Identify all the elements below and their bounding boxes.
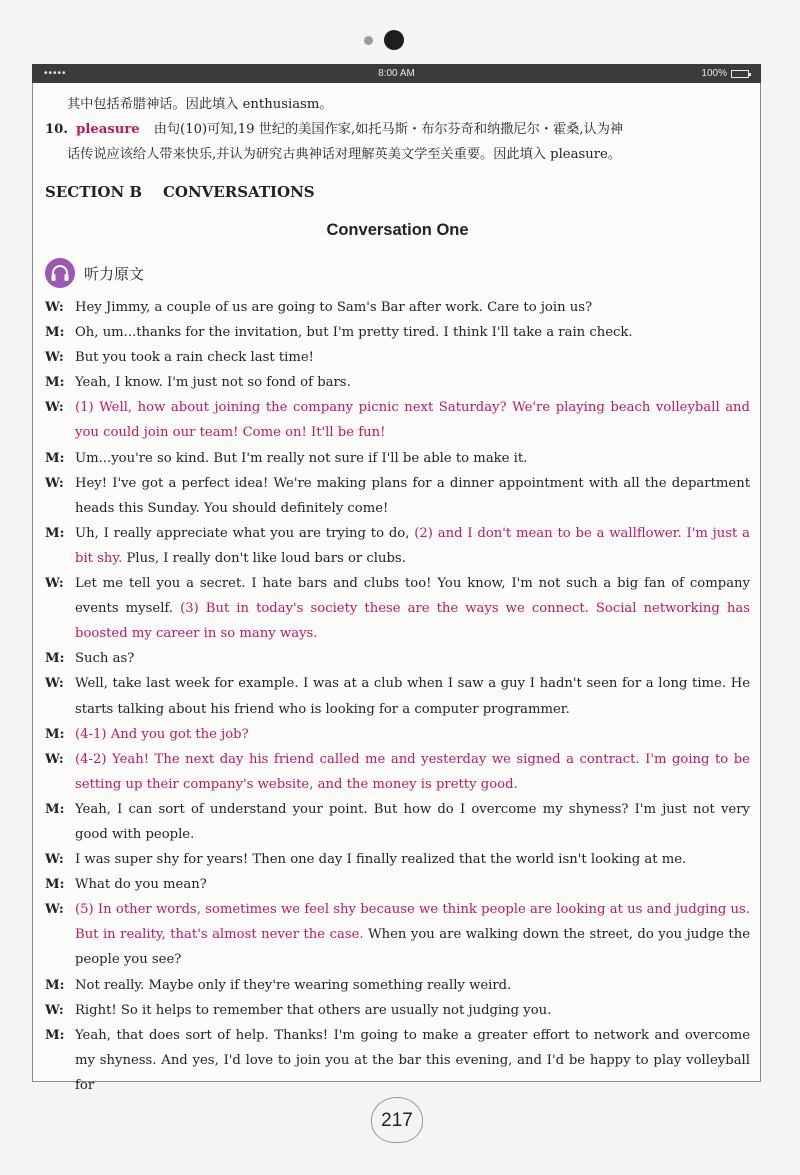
utterance	[75, 671, 750, 721]
page-number: 217	[371, 1097, 423, 1143]
dialogue-line	[45, 1023, 750, 1098]
page-content	[45, 92, 750, 1098]
utterance	[75, 872, 750, 897]
listening-header	[45, 253, 750, 293]
highlighted-answer-text: (2) and I don't mean to be a wallflower. I'm just a bit shy.	[75, 525, 751, 566]
highlighted-answer-text: (4-2) Yeah! The next day his friend called me and yesterday we signed a contract. I'm going to be setting up their company's website, and the money is pretty good.	[75, 751, 750, 792]
highlighted-answer-text: (5) In other words, sometimes we feel shy because we think people are looking at us and judging us. But in reality, that's almost never the case.	[75, 902, 750, 943]
dialogue-line	[45, 973, 750, 998]
utterance	[75, 395, 750, 445]
dialogue-line	[45, 671, 750, 721]
conversation-title: Conversation One	[326, 221, 469, 239]
battery-icon	[731, 70, 749, 78]
utterance-text: Uh, I really appreciate what you are trying to do,	[75, 525, 415, 541]
dialogue-line	[45, 395, 750, 445]
utterance	[75, 320, 750, 345]
dialogue-line	[45, 747, 750, 797]
speaker-label: M:	[45, 325, 65, 341]
utterance	[75, 571, 750, 646]
speaker-label: M:	[45, 450, 65, 466]
camera-lens	[384, 30, 404, 50]
utterance-text: Well, take last week for example. I was at a club when I saw a guy I hadn't seen for a long time. He starts talking about his friend who is looking for a computer programmer.	[75, 676, 750, 717]
utterance-text: Yeah, that does sort of help. Thanks! I'm going to make a greater effort to network and overcome my shyness. And yes, I'd love to join you at the bar this evening, and I'd be happy to play volleyball for	[75, 1027, 750, 1093]
utterance-text: Right! So it helps to remember that others are usually not judging you.	[75, 1002, 552, 1018]
utterance-text: I was super shy for years! Then one day I finally realized that the world isn't looking at me.	[75, 852, 687, 868]
speaker-label: M:	[45, 726, 65, 742]
item-explanation-line2: 话传说应该给人带来快乐,并认为研究古典神话对理解英美文学至关重要。因此填入 pleasure。	[67, 147, 622, 162]
speaker-label: M:	[45, 375, 65, 391]
utterance-text: Let me tell you a secret. I hate bars and clubs too! You know, I'm not such a big fan of company events myself.	[75, 576, 750, 617]
speaker-label: M:	[45, 1027, 65, 1043]
dialogue-line	[45, 872, 750, 897]
utterance	[75, 747, 750, 797]
dialogue-line	[45, 897, 750, 972]
utterance	[75, 1023, 750, 1098]
speaker-label: W:	[45, 350, 64, 366]
speaker-label: M:	[45, 877, 65, 893]
speaker-label: W:	[45, 852, 64, 868]
dialogue-line	[45, 722, 750, 747]
utterance	[75, 998, 750, 1023]
intro-line: 其中包括希腊神话。因此填入 enthusiasm。	[67, 97, 333, 112]
highlighted-answer-text: (4-1) And you got the job?	[75, 726, 249, 742]
speaker-label: W:	[45, 475, 64, 491]
section-title: SECTION B CONVERSATIONS	[45, 183, 315, 201]
status-time: 8:00 AM	[378, 68, 415, 79]
dialogue-line	[45, 521, 750, 571]
listening-label: 听力原文	[84, 264, 145, 283]
item-answer: pleasure	[76, 122, 140, 137]
utterance	[75, 521, 750, 571]
utterance-text: Um...you're so kind. But I'm really not sure if I'll be able to make it.	[75, 450, 528, 466]
utterance	[75, 370, 750, 395]
battery-status	[701, 64, 749, 83]
highlighted-answer-text: (3) But in today's society these are the ways we connect. Social networking has boosted my career in so many ways.	[75, 601, 750, 642]
utterance-text: Yeah, I know. I'm just not so fond of bars.	[75, 375, 351, 391]
speaker-label: W:	[45, 576, 64, 592]
speaker-label: M:	[45, 525, 65, 541]
utterance	[75, 973, 750, 998]
dialogue-line	[45, 797, 750, 847]
utterance	[75, 295, 750, 320]
utterance-text: But you took a rain check last time!	[75, 350, 314, 366]
speaker-label: W:	[45, 751, 64, 767]
utterance-text: Hey Jimmy, a couple of us are going to Sam's Bar after work. Care to join us?	[75, 300, 593, 315]
utterance	[75, 471, 750, 521]
status-bar	[32, 64, 761, 83]
speaker-label: W:	[45, 1002, 64, 1018]
speaker-label: W:	[45, 400, 64, 416]
dialogue-line	[45, 345, 750, 370]
headphones-icon	[45, 258, 75, 288]
utterance-text: What do you mean?	[75, 877, 207, 893]
utterance	[75, 646, 750, 671]
camera-dot-small	[364, 36, 373, 45]
item-number: 10.	[45, 122, 68, 137]
item-explanation-line1: 由句(10)可知,19 世纪的美国作家,如托马斯・布尔芬奇和纳撒尼尔・霍桑,认为神	[153, 122, 624, 137]
dialogue-line	[45, 370, 750, 395]
highlighted-answer-text: (1) Well, how about joining the company picnic next Saturday? We're playing beach volleyball and you could join our team! Come on! It'll be fun!	[75, 400, 750, 441]
speaker-label: W:	[45, 676, 64, 692]
utterance-text: Oh, um...thanks for the invitation, but I'm pretty tired. I think I'll take a rain check.	[75, 325, 633, 341]
utterance	[75, 847, 750, 872]
utterance	[75, 722, 750, 747]
utterance-text: Yeah, I can sort of understand your point. But how do I overcome my shyness? I'm just not very good with people.	[75, 801, 750, 842]
signal-indicator: •••••	[44, 68, 67, 79]
dialogue-line	[45, 998, 750, 1023]
dialogue-line	[45, 847, 750, 872]
dialogue-line	[45, 646, 750, 671]
utterance	[75, 797, 750, 847]
battery-percent: 100%	[701, 68, 727, 79]
dialogue-line	[45, 471, 750, 521]
speaker-label: M:	[45, 977, 65, 993]
dialogue-line	[45, 320, 750, 345]
utterance	[75, 446, 750, 471]
speaker-label: W:	[45, 300, 64, 315]
utterance-text: Not really. Maybe only if they're wearing something really weird.	[75, 977, 512, 993]
dialogue-transcript	[45, 295, 750, 1098]
speaker-label: M:	[45, 651, 65, 667]
speaker-label: W:	[45, 902, 64, 918]
utterance-text: Plus, I really don't like loud bars or clubs.	[122, 550, 406, 566]
utterance	[75, 345, 750, 370]
utterance-text: Hey! I've got a perfect idea! We're making plans for a dinner appointment with all the department heads this Sunday. You should definitely come!	[75, 475, 750, 516]
utterance-text: Such as?	[75, 651, 135, 667]
speaker-label: M:	[45, 801, 65, 817]
answer-item-10	[45, 117, 750, 142]
dialogue-line	[45, 295, 750, 320]
utterance-text: When you are walking down the street, do you judge the people you see?	[75, 927, 750, 968]
utterance	[75, 897, 750, 972]
dialogue-line	[45, 446, 750, 471]
dialogue-line	[45, 571, 750, 646]
